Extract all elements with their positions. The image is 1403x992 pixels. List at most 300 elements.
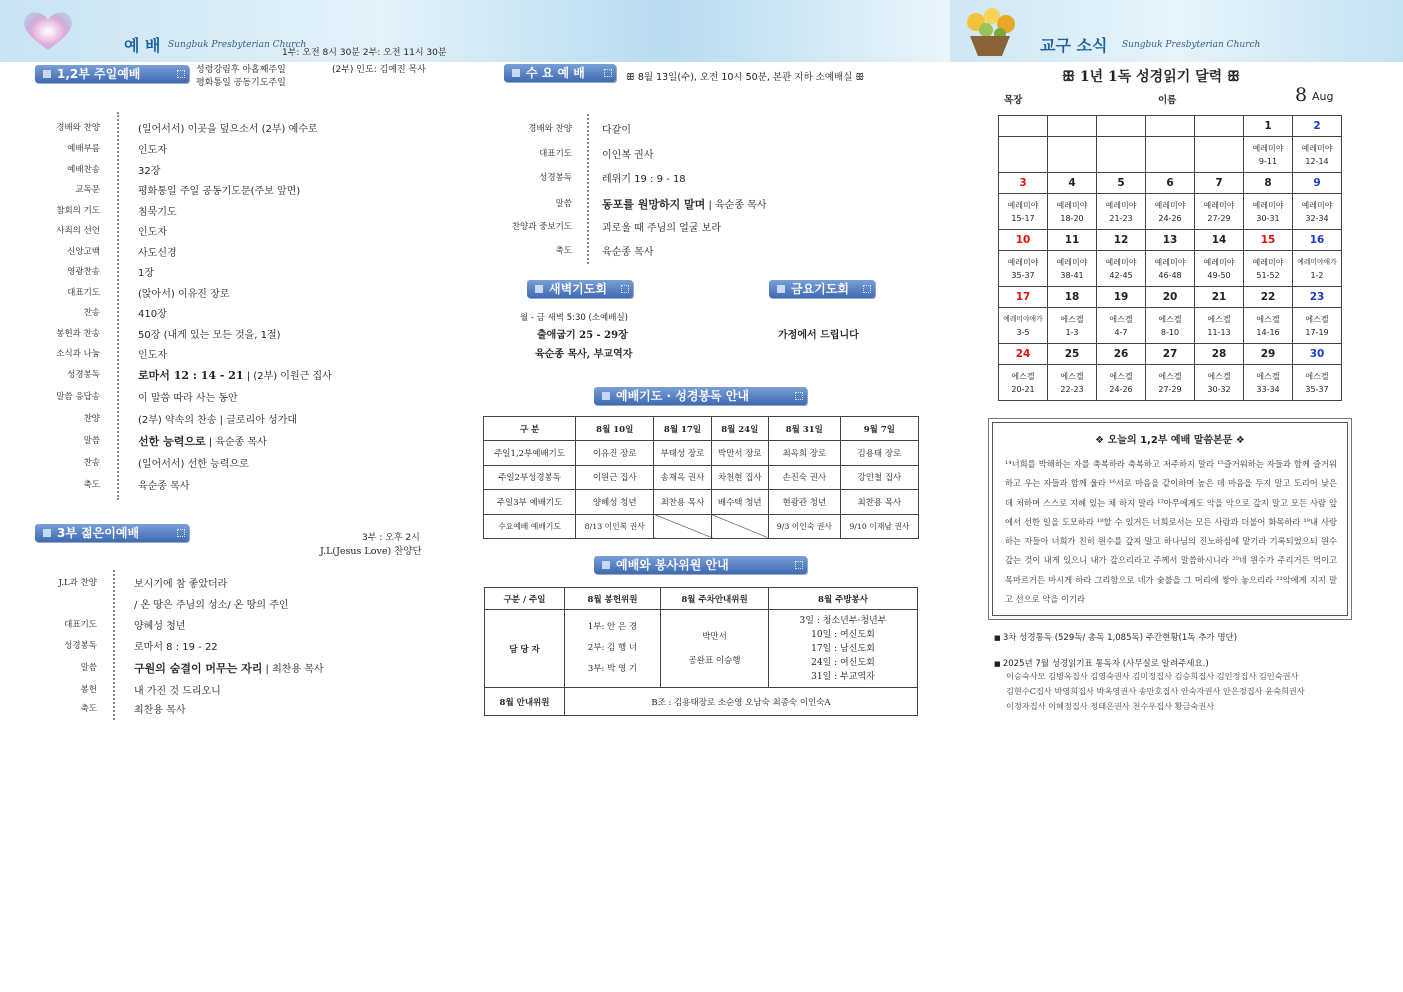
- calendar-reading: [999, 308, 1048, 344]
- calendar-day: [1048, 116, 1097, 137]
- reading-calendar: [998, 115, 1342, 401]
- offering-cell: [565, 610, 661, 688]
- row-value: [138, 411, 297, 426]
- reading-chapters: 8-10: [1160, 327, 1180, 337]
- row-value: [138, 120, 318, 135]
- row-value-extra: | 육순종 목사: [205, 437, 267, 448]
- row-label: 예배찬송: [67, 164, 100, 175]
- row-value-main: 구원의 숨결이 머무는 자리: [134, 662, 263, 675]
- reading-book: 에스겔: [1305, 314, 1329, 324]
- bible-month: 8: [1295, 84, 1308, 106]
- th: 구분 / 주일: [485, 588, 565, 610]
- left-banner-sub: Sungbuk Presbyterian Church: [168, 40, 307, 50]
- table-cell: 8/13 이인복 권사: [576, 514, 654, 539]
- s1-note3: (2부) 인도: 김예진 목사: [332, 65, 426, 75]
- section-header-12: [35, 65, 189, 83]
- row-value-main: 동포를 원망하지 말며: [602, 197, 706, 211]
- reading-book: 예레미야: [1203, 257, 1235, 267]
- kitchen-2: 10일 : 여신도회: [811, 629, 875, 640]
- table-cell: 송재옥 권사: [654, 465, 711, 490]
- row-value-main: 32장: [138, 165, 161, 177]
- calendar-day: 12: [1097, 230, 1146, 251]
- row-value: [134, 575, 227, 590]
- kitchen-cell: [769, 610, 918, 688]
- calendar-day: 14: [1195, 230, 1244, 251]
- reading-book: 에스겔: [1305, 371, 1329, 381]
- row-label: 말씀: [83, 436, 100, 446]
- row-value: [138, 264, 154, 279]
- table-cell: 최옥희 장로: [768, 441, 840, 466]
- row-label: 봉헌: [80, 685, 97, 695]
- row-value-main: 1장: [138, 268, 155, 279]
- reading-book: 에스겔: [1158, 314, 1182, 324]
- calendar-reading: [1195, 194, 1244, 230]
- row-value-main: 괴로울 때 주님의 얼굴 보라: [602, 222, 721, 234]
- row-value-main: 인도자: [138, 227, 167, 238]
- row-value: [134, 660, 324, 676]
- reading-book: 에스겔: [1011, 371, 1035, 381]
- row-value-main: 로마서 8 : 19 - 22: [134, 642, 218, 653]
- flower-basket-icon: [956, 4, 1024, 60]
- reading-chapters: 20-21: [1011, 384, 1035, 394]
- calendar-reading: [1293, 251, 1342, 287]
- row-value-main: (일어서서) 선한 능력으로: [138, 459, 249, 470]
- section-header-serve: [594, 556, 807, 574]
- prayer-table: [483, 416, 919, 539]
- row-label: 사죄의 선언: [56, 226, 100, 236]
- table-cell: 최찬용 목사: [840, 490, 918, 515]
- section-title: 3부 젊은이예배: [57, 526, 140, 540]
- calendar-day: 13: [1146, 230, 1195, 251]
- calendar-day: 5: [1097, 173, 1146, 194]
- table-cell: 김용태 장로: [840, 441, 918, 466]
- calendar-reading: [999, 137, 1048, 173]
- row-value-main: (앉아서) 이유진 장로: [138, 288, 230, 300]
- kitchen-1: 3일 : 청소년부·청년부: [799, 615, 887, 626]
- row-label: 성경봉독: [67, 369, 100, 380]
- heart-icon: [18, 6, 78, 54]
- calendar-day: 10: [999, 230, 1048, 251]
- section-header-wed: [504, 64, 616, 82]
- row-label: 영광찬송: [67, 267, 100, 277]
- calendar-reading: [1293, 308, 1342, 344]
- dawn-l2: 출애굽기 25 - 29장: [537, 330, 628, 341]
- row-label: 축도: [555, 246, 572, 256]
- kitchen-3: 17일 : 남신도회: [811, 643, 875, 654]
- calendar-reading: [1244, 137, 1293, 173]
- row-value: [134, 638, 218, 653]
- reading-chapters: 27-29: [1158, 384, 1182, 394]
- calendar-day: 11: [1048, 230, 1097, 251]
- row-value: [138, 367, 332, 383]
- calendar-reading: [1146, 308, 1195, 344]
- calendar-reading: [1244, 365, 1293, 401]
- offering-2: 2부: 김 행 너: [587, 643, 638, 653]
- row-label: 경배와 찬양: [528, 124, 572, 134]
- table-cell: 강인철 집사: [840, 465, 918, 490]
- calendar-day: 6: [1146, 173, 1195, 194]
- reading-chapters: 4-7: [1114, 327, 1128, 337]
- calendar-reading: [1097, 137, 1146, 173]
- row-value-extra: | 육순종 목사: [705, 199, 767, 211]
- row-value: [602, 219, 721, 234]
- reading-book: 에스겔: [1207, 314, 1231, 324]
- reading-chapters: 24-26: [1158, 213, 1182, 223]
- section-title: 수 요 예 배: [526, 66, 585, 80]
- reading-book: 예레미야: [1154, 200, 1186, 210]
- calendar-day: 20: [1146, 287, 1195, 308]
- calendar-reading: [1048, 365, 1097, 401]
- calendar-reading: [999, 365, 1048, 401]
- fri-l1: 가정에서 드립니다: [778, 330, 859, 341]
- calendar-reading: [1195, 137, 1244, 173]
- section-title: 예배와 봉사위원 안내: [616, 558, 729, 572]
- wed-note: ꕥ 8월 13일(수), 오전 10시 50분, 본관 지하 소예배실 ꕥ: [626, 72, 865, 83]
- calendar-day: 19: [1097, 287, 1146, 308]
- calendar-reading: [1146, 137, 1195, 173]
- reading-book: 에스겔: [1060, 314, 1084, 324]
- th: 9월 7일: [840, 417, 918, 441]
- names-line-1: 이승숙사모 김병옥집사 김영숙권사 김미정집사 김승희집사 김인정집사 김인숙권사: [1006, 671, 1299, 681]
- row-value: [134, 617, 185, 632]
- reading-book: 예레미야: [1105, 200, 1137, 210]
- row-header: 수요예배 예배기도: [484, 514, 576, 539]
- table-cell: [711, 514, 768, 539]
- table-cell: 이유진 장로: [576, 441, 654, 466]
- section-header-dawn: [527, 280, 633, 298]
- bible-title: ꕥ 1년 1독 성경읽기 달력 ꕥ: [1062, 69, 1241, 85]
- reading-chapters: 32-34: [1305, 213, 1329, 223]
- guide-value: B조 : 김용태장로 소순영 오남숙 최종숙 이인숙A: [565, 688, 918, 716]
- calendar-day: 4: [1048, 173, 1097, 194]
- row-value-main: (일어서서) 이곳을 덮으소서 (2부) 예수로: [138, 124, 318, 135]
- section-title: 금요기도회: [791, 282, 849, 296]
- table-cell: 9/10 이재남 권사: [840, 514, 918, 539]
- row-value: [138, 433, 267, 449]
- row-value: [602, 170, 686, 185]
- section-header-fri: [769, 280, 875, 298]
- section-header-prayer: [594, 387, 807, 405]
- calendar-reading: [1293, 137, 1342, 173]
- calendar-reading: [1048, 308, 1097, 344]
- row-label: 봉헌과 찬송: [56, 328, 100, 339]
- calendar-day: 29: [1244, 344, 1293, 365]
- calendar-day: 2: [1293, 116, 1342, 137]
- worship-times: 1부: 오전 8시 30분 2부: 오전 11시 30분: [282, 48, 447, 58]
- kitchen-4: 24일 : 여신도회: [811, 657, 875, 668]
- row-label: 축도: [80, 704, 97, 714]
- row-label: 찬송: [83, 308, 100, 318]
- calendar-reading: [1293, 194, 1342, 230]
- reading-chapters: 24-26: [1109, 384, 1133, 394]
- row-value-extra: | 최찬용 목사: [262, 664, 324, 675]
- row-value-main: 사도신경: [138, 247, 177, 259]
- row-label: 대표기도: [539, 148, 572, 159]
- row-value: [134, 596, 289, 611]
- calendar-reading: [1048, 251, 1097, 287]
- row-label: 교독문: [75, 185, 100, 195]
- row-label: 찬양과 중보기도: [511, 221, 572, 232]
- row-value: [138, 223, 167, 238]
- reading-chapters: 14-16: [1256, 327, 1280, 337]
- section-title: 새벽기도회: [549, 282, 607, 296]
- row-header: 주일1,2부예배기도: [484, 441, 576, 466]
- th: 8월 31일: [768, 417, 840, 441]
- table-cell: [654, 514, 711, 539]
- left-banner-title: 예 배: [124, 36, 161, 55]
- reading-book: 예레미야: [1252, 200, 1284, 210]
- divider: [113, 570, 115, 720]
- calendar-reading: [1048, 137, 1097, 173]
- table-cell: 이원근 집사: [576, 465, 654, 490]
- th: 8월 24일: [711, 417, 768, 441]
- reading-book: 에스겔: [1158, 371, 1182, 381]
- row-value-main: 레위기 19 : 9 - 18: [602, 174, 686, 185]
- row-value-main: 선한 능력으로: [138, 435, 206, 448]
- reading-book: 예레미야: [1301, 143, 1333, 153]
- reading-chapters: 27-29: [1207, 213, 1231, 223]
- reading-chapters: 17-19: [1305, 327, 1329, 337]
- reading-chapters: 15-17: [1011, 213, 1035, 223]
- table-cell: 부태성 장로: [654, 441, 711, 466]
- calendar-reading: [1244, 308, 1293, 344]
- row-value: [134, 701, 185, 716]
- row-label: 담 당 자: [485, 610, 565, 688]
- reading-chapters: 3-5: [1016, 327, 1030, 337]
- row-label: 말씀: [555, 198, 572, 209]
- row-value: [602, 243, 653, 258]
- row-value: [138, 389, 238, 404]
- reading-book: 에스겔: [1109, 371, 1133, 381]
- calendar-reading: [1195, 308, 1244, 344]
- service-table: [484, 587, 918, 716]
- reading-book: 예레미야: [1252, 257, 1284, 267]
- row-value-main: 이인복 권사: [602, 149, 654, 161]
- row-label: 대표기도: [67, 287, 100, 298]
- parking-cell: [661, 610, 769, 688]
- bible-mon-en: Aug: [1312, 90, 1334, 103]
- calendar-day: 30: [1293, 344, 1342, 365]
- row-label: 예배부름: [67, 144, 100, 154]
- th: 구 분: [484, 417, 576, 441]
- table-cell: 현광관 청년: [768, 490, 840, 515]
- row-value-main: 양혜성 청년: [134, 621, 186, 632]
- reading-chapters: 1-2: [1310, 270, 1324, 280]
- row-value-main: 침묵기도: [138, 206, 177, 218]
- row-value-main: / 온 땅은 주님의 성소/ 온 땅의 주인: [134, 600, 289, 611]
- calendar-reading: [1244, 251, 1293, 287]
- calendar-day: 26: [1097, 344, 1146, 365]
- table-cell: 차천현 집사: [711, 465, 768, 490]
- calendar-reading: [1146, 194, 1195, 230]
- table-cell: 최찬용 목사: [654, 490, 711, 515]
- reading-chapters: 18-20: [1060, 213, 1084, 223]
- th: 8월 봉헌위원: [565, 588, 661, 610]
- row-label: 찬양: [83, 414, 100, 424]
- calendar-reading: [1195, 251, 1244, 287]
- reading-book: 에스겔: [1207, 371, 1231, 381]
- calendar-reading: [1146, 365, 1195, 401]
- row-label: 성경봉독: [64, 641, 97, 651]
- calendar-day: 9: [1293, 173, 1342, 194]
- row-header: 주일2부성경봉독: [484, 465, 576, 490]
- calendar-day: 25: [1048, 344, 1097, 365]
- calendar-day: 18: [1048, 287, 1097, 308]
- calendar-day: [1195, 116, 1244, 137]
- reading-chapters: 9-11: [1258, 156, 1278, 166]
- s1-note2: 평화통일 공동기도주일: [196, 78, 286, 88]
- row-value-main: 인도자: [138, 350, 167, 361]
- calendar-day: 8: [1244, 173, 1293, 194]
- calendar-day: [999, 116, 1048, 137]
- reading-chapters: 12-14: [1305, 156, 1329, 166]
- row-label: J.L과 찬양: [58, 578, 97, 588]
- calendar-day: 3: [999, 173, 1048, 194]
- divider: [117, 112, 119, 500]
- reading-book: 예레미야: [1056, 257, 1088, 267]
- reading-chapters: 1-3: [1065, 327, 1079, 337]
- row-value: [138, 346, 167, 361]
- s3-choir: J.L(Jesus Love) 찬양단: [320, 546, 422, 557]
- scripture-text: ¹⁴너희를 박해하는 자를 축복하라 축복하고 저주하지 말라 ¹⁵즐거워하는 자들과 함께 즐거워하고 우는 자들과 함께 울라 ¹⁶서로 마음을 같이하며 높은 데 마음을 두지 말고 도리어 낮은 데 처하며 스스로 지혜 있는 체 하지 말라 ¹⁷아무에게도 악을 악으로 갚지 말고 모든 사람 앞에서 선한 일을 도모하라 ¹⁸할 수 있거든 너희로서는 모든 사람과 더불어 화목하라 ¹⁹내 사랑하는 자들아 너희가 친히 원수를 갚지 말고 하나님의 진노하심에 맡기라 기록되었으되 원수 갚는 것이 내게 있으니 내가 갚으리라고 주께서 말씀하시니라 ²⁰네 원수가 주리거든 먹이고 목마르거든 마시게 하라 그리함으로 네가 숯불을 그 머리에 쌓아 놓으리라 ²¹악에게 지지 말고 선으로 악을 이기라: [1005, 459, 1337, 605]
- row-label: 말씀 응답송: [56, 392, 100, 402]
- calendar-reading: [1293, 365, 1342, 401]
- reading-book: 예레미야: [1007, 257, 1039, 267]
- calendar-day: 23: [1293, 287, 1342, 308]
- calendar-day: 15: [1244, 230, 1293, 251]
- row-label: 참회의 기도: [56, 205, 100, 216]
- news-item-1: ■ 3차 성경통독 (529독/ 총독 1,085독) 주간현황(1독 추가 명단): [994, 631, 1237, 643]
- calendar-day: [1146, 116, 1195, 137]
- row-value-main: 인도자: [138, 145, 167, 156]
- reading-chapters: 30-31: [1256, 213, 1280, 223]
- calendar-reading: [1195, 365, 1244, 401]
- row-value: [138, 244, 177, 259]
- calendar-day: 22: [1244, 287, 1293, 308]
- reading-chapters: 42-45: [1109, 270, 1133, 280]
- row-value-main: 최찬용 목사: [134, 705, 186, 716]
- table-cell: 박만서 장로: [711, 441, 768, 466]
- calendar-reading: [1097, 251, 1146, 287]
- reading-book: 예레미야: [1007, 200, 1039, 210]
- row-value-main: 50장 (내게 있는 모든 것을, 1절): [138, 329, 281, 341]
- offering-1: 1부: 안 은 경: [587, 622, 638, 632]
- calendar-reading: [1097, 365, 1146, 401]
- row-value-main: 이 말씀 따라 사는 동안: [138, 393, 238, 404]
- calendar-reading: [1146, 251, 1195, 287]
- s3-time: 3부 : 오후 2시: [362, 533, 420, 543]
- reading-book: 에스겔: [1256, 371, 1280, 381]
- calendar-reading: [1097, 308, 1146, 344]
- reading-chapters: 49-50: [1207, 270, 1231, 280]
- names-line-3: 이정자집사 이혜정집사 정태은권사 천수우집사 황금숙권사: [1006, 701, 1215, 711]
- table-cell: 9/3 이인숙 권사: [768, 514, 840, 539]
- row-value-main: 평화통일 주일 공동기도문(주보 앞면): [138, 186, 301, 197]
- row-value: [602, 196, 767, 212]
- offering-3: 3부: 박 영 기: [587, 664, 638, 674]
- calendar-reading: [999, 194, 1048, 230]
- calendar-day: 7: [1195, 173, 1244, 194]
- reading-book: 예레미야: [1301, 200, 1333, 210]
- calendar-day: 28: [1195, 344, 1244, 365]
- row-value-main: (2부) 약속의 찬송 | 글로리아 성가대: [138, 415, 298, 426]
- row-label: 축도: [83, 480, 100, 490]
- news-item-2: ■ 2025년 7월 성경읽기표 통독자 (사무실로 알려주세요.): [994, 657, 1209, 669]
- guide-label: 8월 안내위원: [485, 688, 565, 716]
- reading-chapters: 11-13: [1207, 327, 1231, 337]
- row-value: [138, 305, 167, 320]
- reading-book: 에스겔: [1256, 314, 1280, 324]
- reading-book: 예레미야: [1154, 257, 1186, 267]
- row-label: 신앙고백: [67, 246, 100, 257]
- s1-note1: 성령강림후 아홉째주일: [196, 65, 286, 75]
- row-value-main: 육순종 목사: [138, 481, 190, 492]
- row-label: 말씀: [80, 663, 97, 673]
- row-value: [138, 141, 167, 156]
- row-value: [138, 162, 160, 177]
- row-value: [138, 477, 189, 492]
- calendar-reading: [999, 251, 1048, 287]
- reading-chapters: 30-32: [1207, 384, 1231, 394]
- row-value-main: 다같이: [602, 125, 631, 136]
- dawn-l3: 육순종 목사, 부교역자: [535, 349, 633, 360]
- bible-mid: 이름: [1158, 95, 1177, 106]
- row-value-main: 로마서 12 : 14 - 21: [138, 368, 244, 382]
- scripture-title: ❖ 오늘의 1,2부 예배 말씀본문 ❖: [1095, 435, 1245, 446]
- table-cell: 양혜성 청년: [576, 490, 654, 515]
- calendar-reading: [1048, 194, 1097, 230]
- calendar-day: [1097, 116, 1146, 137]
- reading-book: 에스겔: [1060, 371, 1084, 381]
- reading-chapters: 35-37: [1011, 270, 1035, 280]
- reading-chapters: 33-34: [1256, 384, 1280, 394]
- row-value: [138, 182, 300, 197]
- reading-book: 예레미야애가: [1003, 314, 1043, 323]
- reading-book: 에스겔: [1109, 314, 1133, 324]
- calendar-reading: [1244, 194, 1293, 230]
- kitchen-5: 31일 : 부교역자: [811, 671, 875, 682]
- section-title: 예배기도 · 성경봉독 안내: [616, 389, 750, 403]
- reading-chapters: 22-23: [1060, 384, 1084, 394]
- calendar-day: 17: [999, 287, 1048, 308]
- reading-book: 예레미야: [1105, 257, 1137, 267]
- row-value: [134, 682, 221, 697]
- row-label: 경배와 찬양: [56, 123, 100, 133]
- reading-chapters: 38-41: [1060, 270, 1084, 280]
- row-value-main: 410장: [138, 309, 167, 320]
- reading-chapters: 51-52: [1256, 270, 1280, 280]
- row-label: 찬송: [83, 458, 100, 468]
- names-line-2: 김현수C집사 박영희집사 박옥영권사 송만호집사 안숙자권사 안은정집사 윤숙희권사: [1006, 686, 1305, 696]
- reading-book: 예레미야: [1252, 143, 1284, 153]
- row-value: [138, 455, 249, 470]
- right-banner-sub: Sungbuk Presbyterian Church: [1122, 40, 1261, 50]
- th: 8월 10일: [576, 417, 654, 441]
- calendar-day: 21: [1195, 287, 1244, 308]
- bible-left: 목장: [1004, 95, 1023, 106]
- table-cell: 손진숙 권사: [768, 465, 840, 490]
- calendar-day: 24: [999, 344, 1048, 365]
- scripture-box: [992, 422, 1348, 616]
- row-label: 소식과 나눔: [56, 349, 100, 359]
- th: 8월 주방봉사: [769, 588, 918, 610]
- row-label: 성경봉독: [539, 173, 572, 183]
- reading-chapters: 21-23: [1109, 213, 1133, 223]
- row-value: [138, 285, 229, 300]
- calendar-day: 1: [1244, 116, 1293, 137]
- row-value: [602, 121, 631, 136]
- row-header: 주일3부 예배기도: [484, 490, 576, 515]
